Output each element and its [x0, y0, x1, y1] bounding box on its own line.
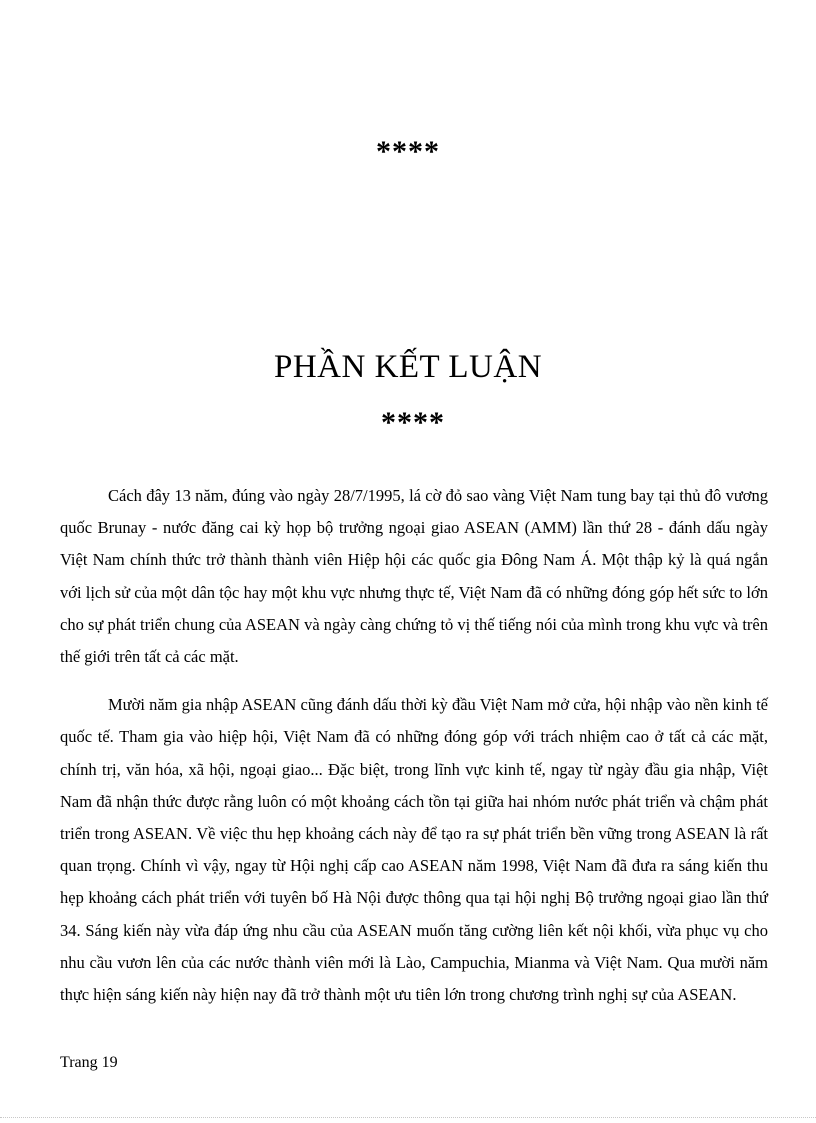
paragraph-2: Mười năm gia nhập ASEAN cũng đánh dấu thời kỳ đầu Việt Nam mở cửa, hội nhập vào nền kinh tế quốc tế. Tham gia vào hiệp hội, Việt Nam đã có những đóng góp với trách nhiệm cao ở tất cả các mặt, chính trị, văn hóa, xã hội, ngoại giao... Đặc biệt, trong lĩnh vực kinh tế, ngay từ ngày đầu gia nhập, Việt Nam đã nhận thức được rằng luôn có một khoảng cách tồn tại giữa hai nhóm nước phát triển và chậm phát triển trong ASEAN. Về việc thu hẹp khoảng cách này để tạo ra sự phát triển bền vững trong ASEAN là rất quan trọng. Chính vì vậy, ngay từ Hội nghị cấp cao ASEAN năm 1998, Việt Nam đã đưa ra sáng kiến thu hẹp khoảng cách phát triển với tuyên bố Hà Nội được thông qua tại hội nghị Bộ trưởng ngoại giao lần thứ 34. Sáng kiến này vừa đáp ứng nhu cầu của ASEAN muốn tăng cường liên kết nội khối, vừa phục vụ cho nhu cầu vươn lên của các nước thành viên mới là Lào, Campuchia, Mianma và Việt Nam. Qua mười năm thực hiện sáng kiến này hiện nay đã trở thành một ưu tiên lớn trong chương trình nghị sự của ASEAN.	[60, 695, 768, 1005]
decorative-stars-top: ****	[376, 135, 440, 168]
body-text	[60, 480, 768, 1011]
page-number: Trang 19	[60, 1054, 118, 1071]
paragraph-1: Cách đây 13 năm, đúng vào ngày 28/7/1995, lá cờ đỏ sao vàng Việt Nam tung bay tại thủ đô vương quốc Brunay - nước đăng cai kỳ họp bộ trưởng ngoại giao ASEAN (AMM) lần thứ 28 - đánh dấu ngày Việt Nam chính thức trở thành thành viên Hiệp hội các quốc gia Đông Nam Á. Một thập kỷ là quá ngắn với lịch sử của một dân tộc hay một khu vực nhưng thực tế, Việt Nam đã có những đóng góp hết sức to lớn cho sự phát triển chung của ASEAN và ngày càng chứng tỏ vị thế tiếng nói của mình trong khu vực và trên thế giới trên tất cả các mặt.	[60, 486, 768, 667]
decorative-stars-subtitle: ****	[381, 406, 445, 439]
page-bottom-divider	[0, 1117, 816, 1118]
section-title: PHẦN KẾT LUẬN	[273, 349, 543, 385]
